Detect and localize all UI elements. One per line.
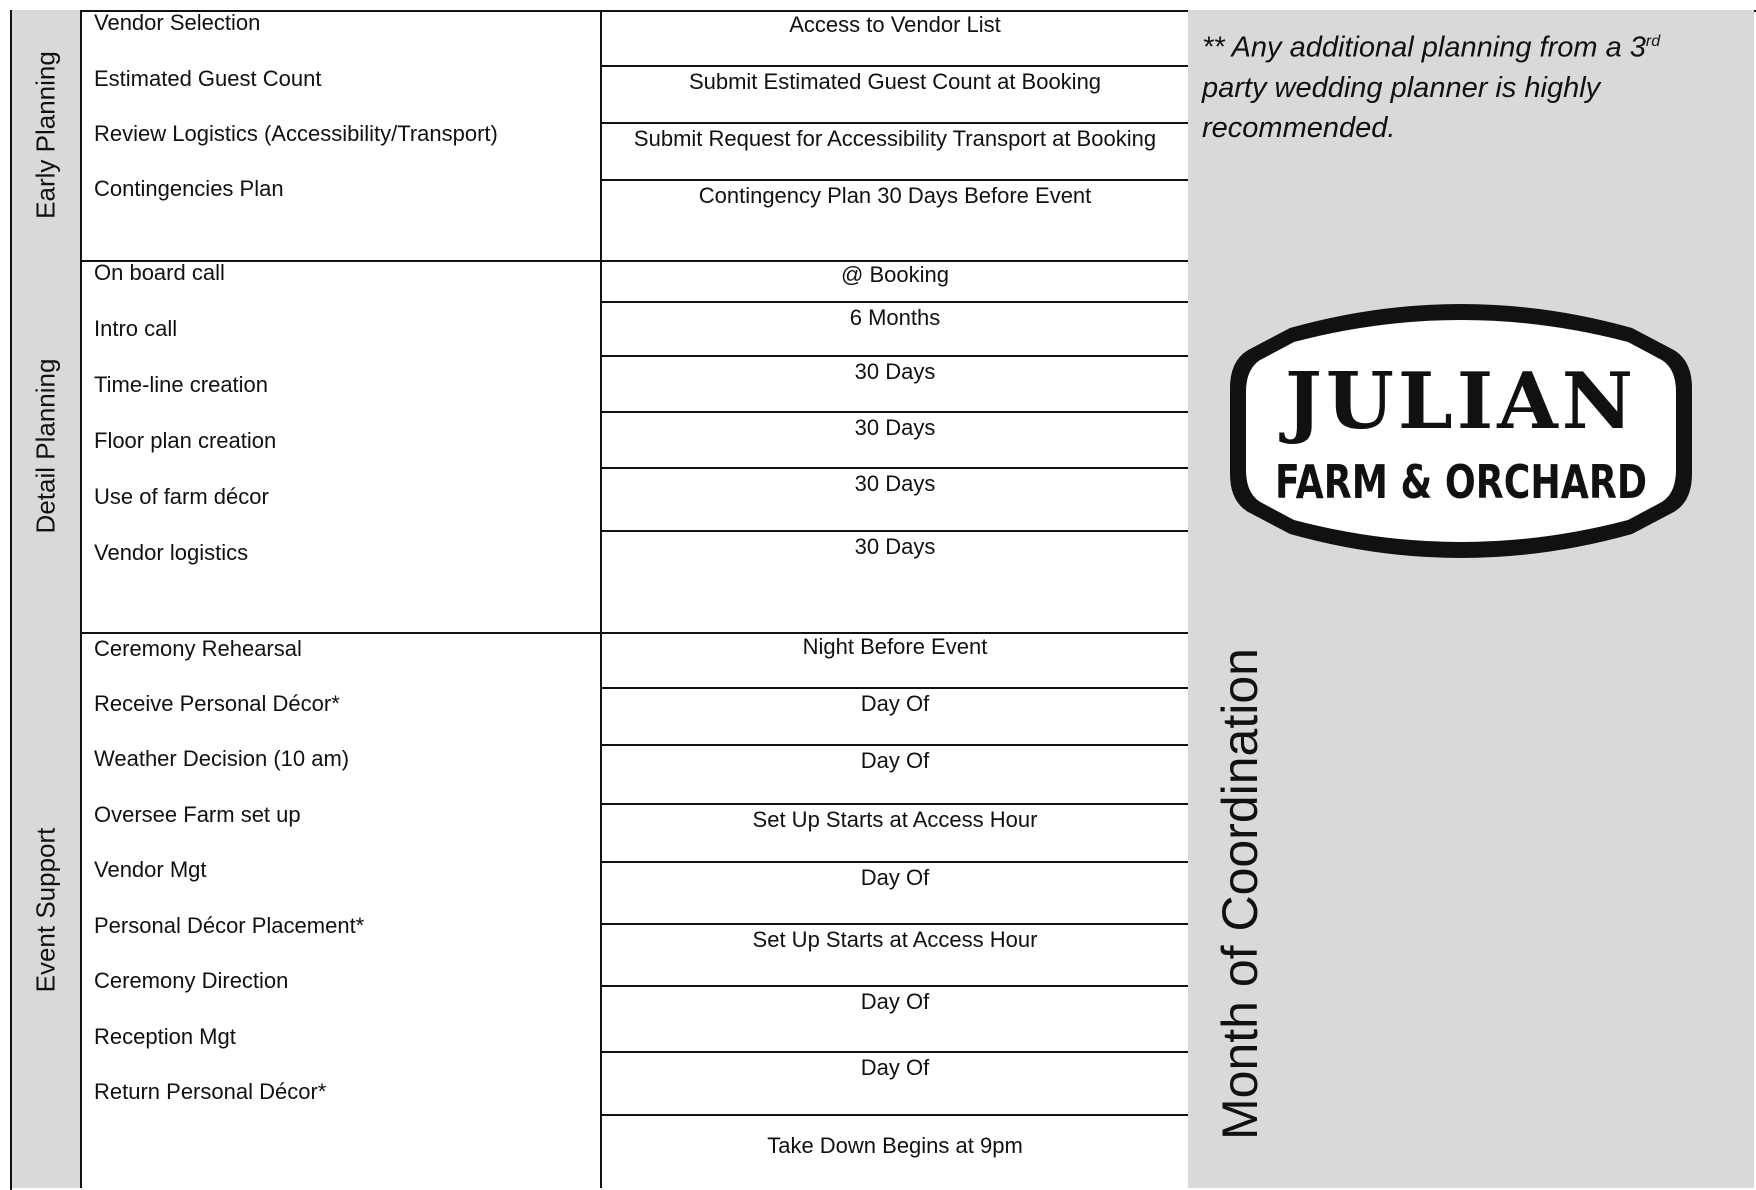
task-column bbox=[80, 260, 600, 632]
timing-cell: Set Up Starts at Access Hour bbox=[602, 925, 1188, 987]
logo-panel bbox=[1188, 260, 1754, 632]
planner-note: ** Any additional planning from a 3rd party wedding planner is highly recommended. bbox=[1202, 31, 1661, 144]
timing-cell: @ Booking bbox=[602, 260, 1188, 303]
section-side-panel bbox=[10, 10, 82, 260]
task-column bbox=[80, 632, 600, 1188]
section-side-panel bbox=[10, 260, 82, 632]
section-label: Detail Planning bbox=[30, 358, 61, 534]
task-item: Ceremony Rehearsal bbox=[94, 636, 302, 661]
timing-column bbox=[600, 10, 1190, 260]
task-item: Contingencies Plan bbox=[94, 176, 284, 201]
task-column bbox=[80, 10, 600, 260]
logo-name: JULIAN bbox=[1284, 356, 1638, 447]
timing-cell: Day Of bbox=[602, 1053, 1188, 1116]
section-side-panel bbox=[10, 632, 82, 1188]
timing-cell: 6 Months bbox=[602, 303, 1188, 357]
task-item: Use of farm décor bbox=[94, 484, 269, 509]
coordination-panel bbox=[1188, 632, 1754, 1188]
timing-cell: Day Of bbox=[602, 863, 1188, 925]
task-item: Receive Personal Décor* bbox=[94, 691, 340, 716]
logo-tagline: FARM & ORCHARD bbox=[1275, 455, 1647, 509]
timing-cell: Night Before Event bbox=[602, 632, 1188, 689]
timing-cell: 30 Days bbox=[602, 357, 1188, 413]
task-item: Time-line creation bbox=[94, 372, 269, 397]
task-item: Vendor Mgt bbox=[94, 857, 207, 882]
task-item: Personal Décor Placement* bbox=[94, 913, 365, 938]
task-item: On board call bbox=[94, 260, 225, 285]
timing-cell: 30 Days bbox=[854, 534, 936, 559]
timing-cell: Submit Request for Accessibility Transport at Booking bbox=[602, 124, 1188, 181]
timing-cell: 30 Days bbox=[602, 469, 1188, 532]
timing-cell: Contingency Plan 30 Days Before Event bbox=[698, 183, 1092, 208]
timing-cell: Day Of bbox=[602, 987, 1188, 1053]
section-detail-planning bbox=[10, 260, 1754, 634]
timing-column bbox=[600, 632, 1190, 1188]
task-item: Oversee Farm set up bbox=[94, 802, 301, 827]
timing-cell: 30 Days bbox=[602, 413, 1188, 469]
timing-cell: Day Of bbox=[602, 746, 1188, 805]
section-label: Event Support bbox=[30, 827, 61, 993]
timing-column bbox=[600, 260, 1190, 632]
task-item: Ceremony Direction bbox=[94, 968, 289, 993]
section-label: Early Planning bbox=[30, 51, 61, 219]
timing-cell: Access to Vendor List bbox=[602, 10, 1188, 67]
task-item: Estimated Guest Count bbox=[94, 66, 322, 91]
timing-cell: Take Down Begins at 9pm bbox=[767, 1133, 1023, 1158]
task-item: Vendor Selection bbox=[94, 10, 261, 35]
note-panel bbox=[1188, 10, 1754, 260]
task-item: Reception Mgt bbox=[94, 1024, 236, 1049]
task-item: Intro call bbox=[94, 316, 178, 341]
section-event-support bbox=[10, 632, 1754, 1188]
timing-cell: Day Of bbox=[602, 689, 1188, 746]
julian-farm-logo bbox=[1230, 298, 1692, 564]
task-item: Weather Decision (10 am) bbox=[94, 746, 350, 771]
task-item: Review Logistics (Accessibility/Transport) bbox=[94, 121, 498, 146]
task-item: Vendor logistics bbox=[94, 540, 249, 565]
timing-cell: Set Up Starts at Access Hour bbox=[602, 805, 1188, 863]
section-early-planning bbox=[10, 10, 1754, 262]
month-of-coordination-label: Month of Coordination bbox=[1212, 648, 1268, 1140]
task-item: Return Personal Décor* bbox=[94, 1079, 327, 1104]
timing-cell: Submit Estimated Guest Count at Booking bbox=[602, 67, 1188, 124]
task-item: Floor plan creation bbox=[94, 428, 277, 453]
